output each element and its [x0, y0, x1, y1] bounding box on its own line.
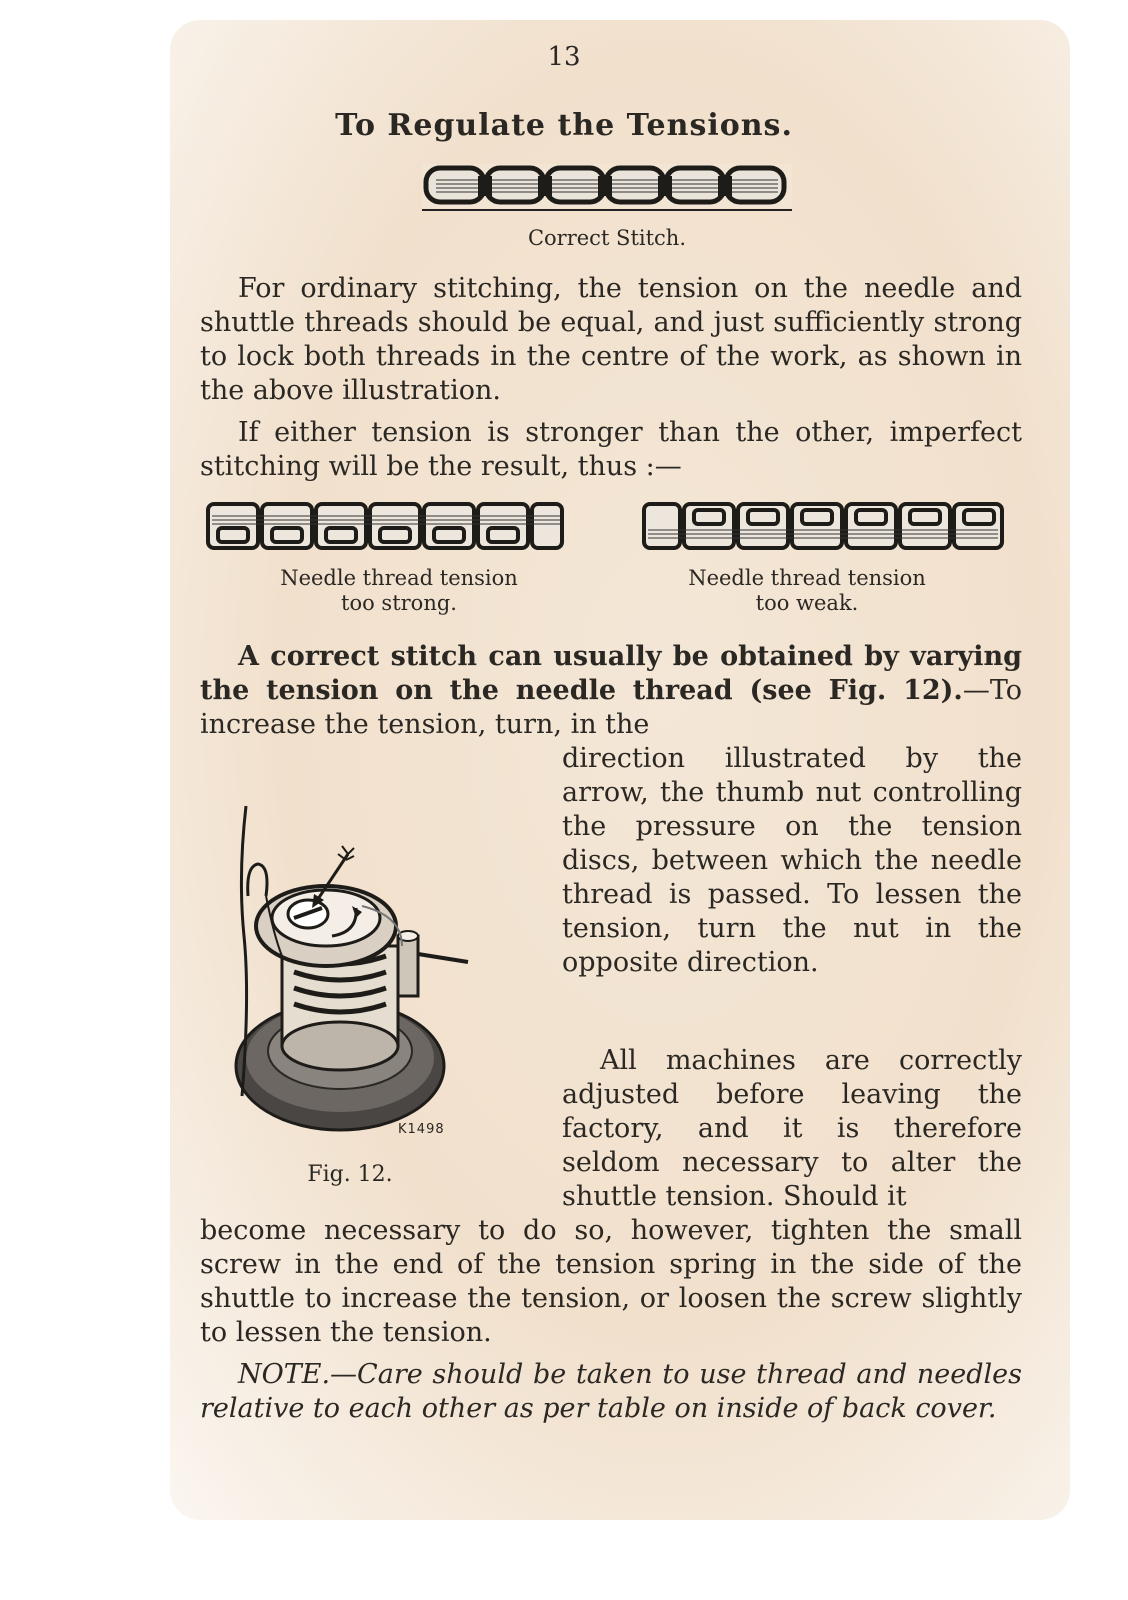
- correct-stitch-caption: Correct Stitch.: [527, 226, 687, 250]
- fig12-tension-nut-illustration: [222, 796, 482, 1150]
- paragraph-factory-adjusted: All machines are correctly adjusted before leaving the factory, and it is therefore seldom necessary to alter the shuttle tension. Should it: [562, 1045, 1022, 1212]
- paragraph-correct-stitch: [200, 640, 1022, 742]
- page-number: 13: [547, 42, 581, 72]
- stitch-too-strong-caption-line2: too strong.: [341, 591, 457, 615]
- stitch-too-strong-illustration: [204, 498, 566, 556]
- fig12-caption: Fig. 12.: [307, 1162, 393, 1187]
- stitch-too-weak-illustration: [640, 498, 1006, 556]
- note-thread-needles: NOTE.—Care should be taken to use thread and needles relative to each other as per table on inside of back cover.: [200, 1359, 1022, 1424]
- stitch-too-strong-caption: [204, 566, 594, 616]
- stitch-too-weak-caption-line1: Needle thread tension: [688, 566, 926, 590]
- correct-stitch-illustration: [422, 158, 792, 214]
- paragraph-shuttle-screw: become necessary to do so, however, tighten the small screw in the end of the tension spring in the side of the shuttle to increase the tension, or loosen the screw slightly to lessen the tension.: [200, 1215, 1022, 1348]
- stitch-too-strong-caption-line1: Needle thread tension: [280, 566, 518, 590]
- page-title: To Regulate the Tensions.: [335, 108, 793, 143]
- paragraph-tension-direction: direction illustrated by the arrow, the thumb nut controlling the pressure on the tension discs, between which the needle thread is passed. To lessen the tension, turn the nut in the opposite direction.: [562, 743, 1022, 978]
- paragraph-correct-stitch-heading: A correct stitch can usually be obtained by varying the tension on the needle thread (see Fig. 12).: [200, 641, 1022, 706]
- stitch-too-weak-caption: [612, 566, 1002, 616]
- fig12-code: K1498: [398, 1122, 445, 1137]
- paragraph-imperfect-stitching: If either tension is stronger than the other, imperfect stitching will be the result, thus :—: [200, 417, 1022, 482]
- paragraph-ordinary-stitching: For ordinary stitching, the tension on the needle and shuttle threads should be equal, and just sufficiently strong to lock both threads in the centre of the work, as shown in the above illustration.: [200, 273, 1022, 406]
- stitch-too-weak-caption-line2: too weak.: [755, 591, 859, 615]
- paragraph-correct-stitch-lead: —To increase the tension, turn, in the: [200, 675, 1022, 740]
